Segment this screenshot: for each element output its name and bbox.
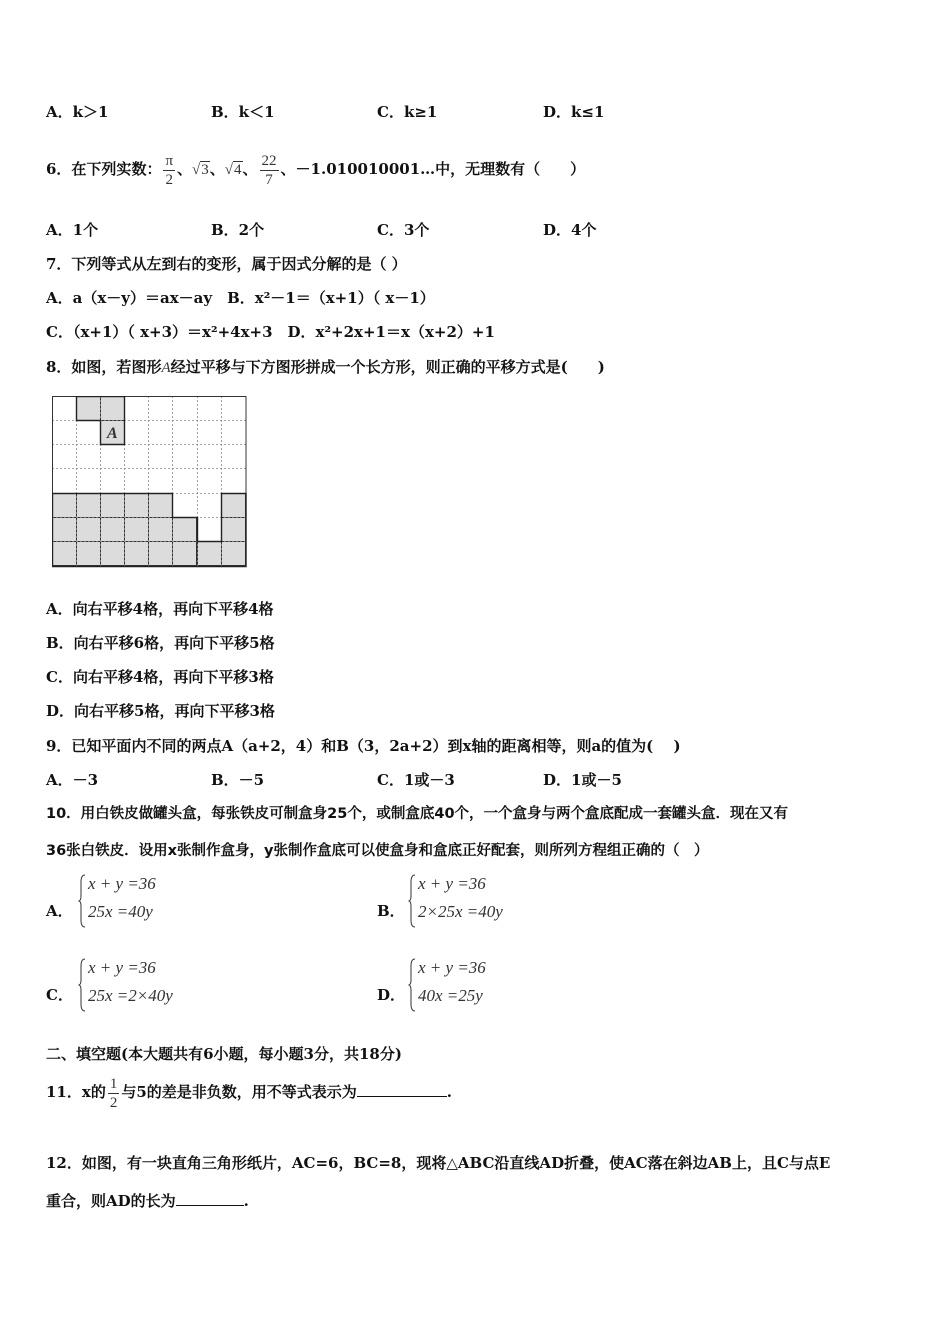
- q10-stem-line1: 10．用白铁皮做罐头盒，每张铁皮可制盒身25个，或制盒底40个，一个盒身与两个盒底配成一套罐头盒．现在又有: [46, 806, 789, 822]
- brace-icon: [408, 958, 416, 1012]
- q10-option-b-label: B．: [377, 902, 405, 920]
- q6-option-d: D．4个: [543, 221, 597, 239]
- q5-option-a: A．k＞1: [46, 103, 109, 121]
- q8-option-b: B．向右平移6格，再向下平移5格: [46, 634, 275, 652]
- brace-icon: [408, 874, 416, 928]
- q6-option-b: B．2个: [211, 221, 265, 239]
- q8-option-a: A．向右平移4格，再向下平移4格: [46, 600, 274, 618]
- q6-prefix: 6．在下列实数：: [46, 160, 162, 178]
- q6-option-c: C．3个: [377, 221, 430, 239]
- q9-option-d: D．1或－5: [543, 771, 622, 789]
- q9-option-a: A．－3: [46, 771, 99, 789]
- q9-stem: 9．已知平面内不同的两点A（a+2，4）和B（3，2a+2）到x轴的距离相等，则a的值为( ): [46, 737, 681, 755]
- q5-option-c: C．k≥1: [377, 103, 438, 121]
- q6-fraction-pi-over-2: $\frac{\pi}{2}$: [165, 152, 174, 188]
- question-11: 11．x的 $\frac{1}{2}$ 与5的差是非负数，用不等式表示为 .: [46, 1075, 453, 1111]
- brace-icon: [78, 874, 86, 928]
- q5-option-b: B．k＜1: [211, 103, 275, 121]
- q8-option-d: D．向右平移5格，再向下平移3格: [46, 702, 275, 720]
- q10-option-a-label: A．: [46, 902, 73, 920]
- q6-sqrt-4: √4: [224, 162, 242, 178]
- q10-option-c-system: x + y =36 25x =2×40y: [78, 958, 278, 1014]
- q9-option-c: C．1或－3: [377, 771, 455, 789]
- q12-stem-line2: 重合，则AD的长为 .: [46, 1192, 249, 1210]
- q10-option-d-system: x + y =36 40x =25y: [408, 958, 608, 1014]
- q7-stem: 7．下列等式从左到右的变形，属于因式分解的是（ ）: [46, 255, 407, 273]
- q7-options-ab: A．a（x－y）＝ax－ay B．x²－1＝（x+1）（ x－1）: [46, 289, 435, 307]
- q5-option-d: D．k≤1: [543, 103, 605, 121]
- brace-icon: [78, 958, 86, 1012]
- q6-sqrt-3: √3: [192, 162, 209, 178]
- q10-option-b-system: x + y =36 2×25x =40y: [408, 874, 608, 930]
- q10-stem-line2: 36张白铁皮．设用x张制作盒身，y张制作盒底可以使盒身和盒底正好配套，则所列方程组正确的（ ）: [46, 843, 709, 859]
- q10-option-d-label: D．: [377, 986, 406, 1004]
- question-6: 6．在下列实数： $\frac{\pi}{2}$ 、√3、√4、 $\frac{22}{7}$ 、－1.010010001…中，无理数有（ ）: [46, 152, 586, 188]
- q11-answer-blank[interactable]: [357, 1082, 447, 1097]
- q8-figure-label-a: A: [107, 425, 118, 442]
- q6-tail: 、－1.010010001…中，无理数有（ ）: [280, 160, 586, 178]
- q8-shape-label: A: [161, 360, 171, 376]
- q12-answer-blank[interactable]: [176, 1191, 244, 1206]
- q8-option-c: C．向右平移4格，再向下平移3格: [46, 668, 274, 686]
- q10-option-a-system: x + y =36 25x =40y: [78, 874, 278, 930]
- q9-option-b: B．－5: [211, 771, 265, 789]
- q10-option-c-label: C．: [46, 986, 73, 1004]
- q8-stem: 8．如图，若图形A经过平移与下方图形拼成一个长方形，则正确的平移方式是( ): [46, 358, 605, 376]
- q12-stem-line1: 12．如图，有一块直角三角形纸片，AC=6，BC=8，现将△ABC沿直线AD折叠，使AC落在斜边AB上，且C与点E: [46, 1154, 831, 1172]
- q6-option-a: A．1个: [46, 221, 99, 239]
- section-2-heading: 二、填空题(本大题共有6小题，每小题3分，共18分): [46, 1045, 402, 1063]
- q6-fraction-22-over-7: $\frac{22}{7}$: [261, 152, 277, 188]
- q11-fraction-half: $\frac{1}{2}$: [109, 1075, 118, 1111]
- q8-grid-figure: [52, 396, 248, 568]
- q7-options-cd: C．（x+1）（ x+3）＝x²+4x+3 D．x²+2x+1＝x（x+2）+1: [46, 323, 495, 341]
